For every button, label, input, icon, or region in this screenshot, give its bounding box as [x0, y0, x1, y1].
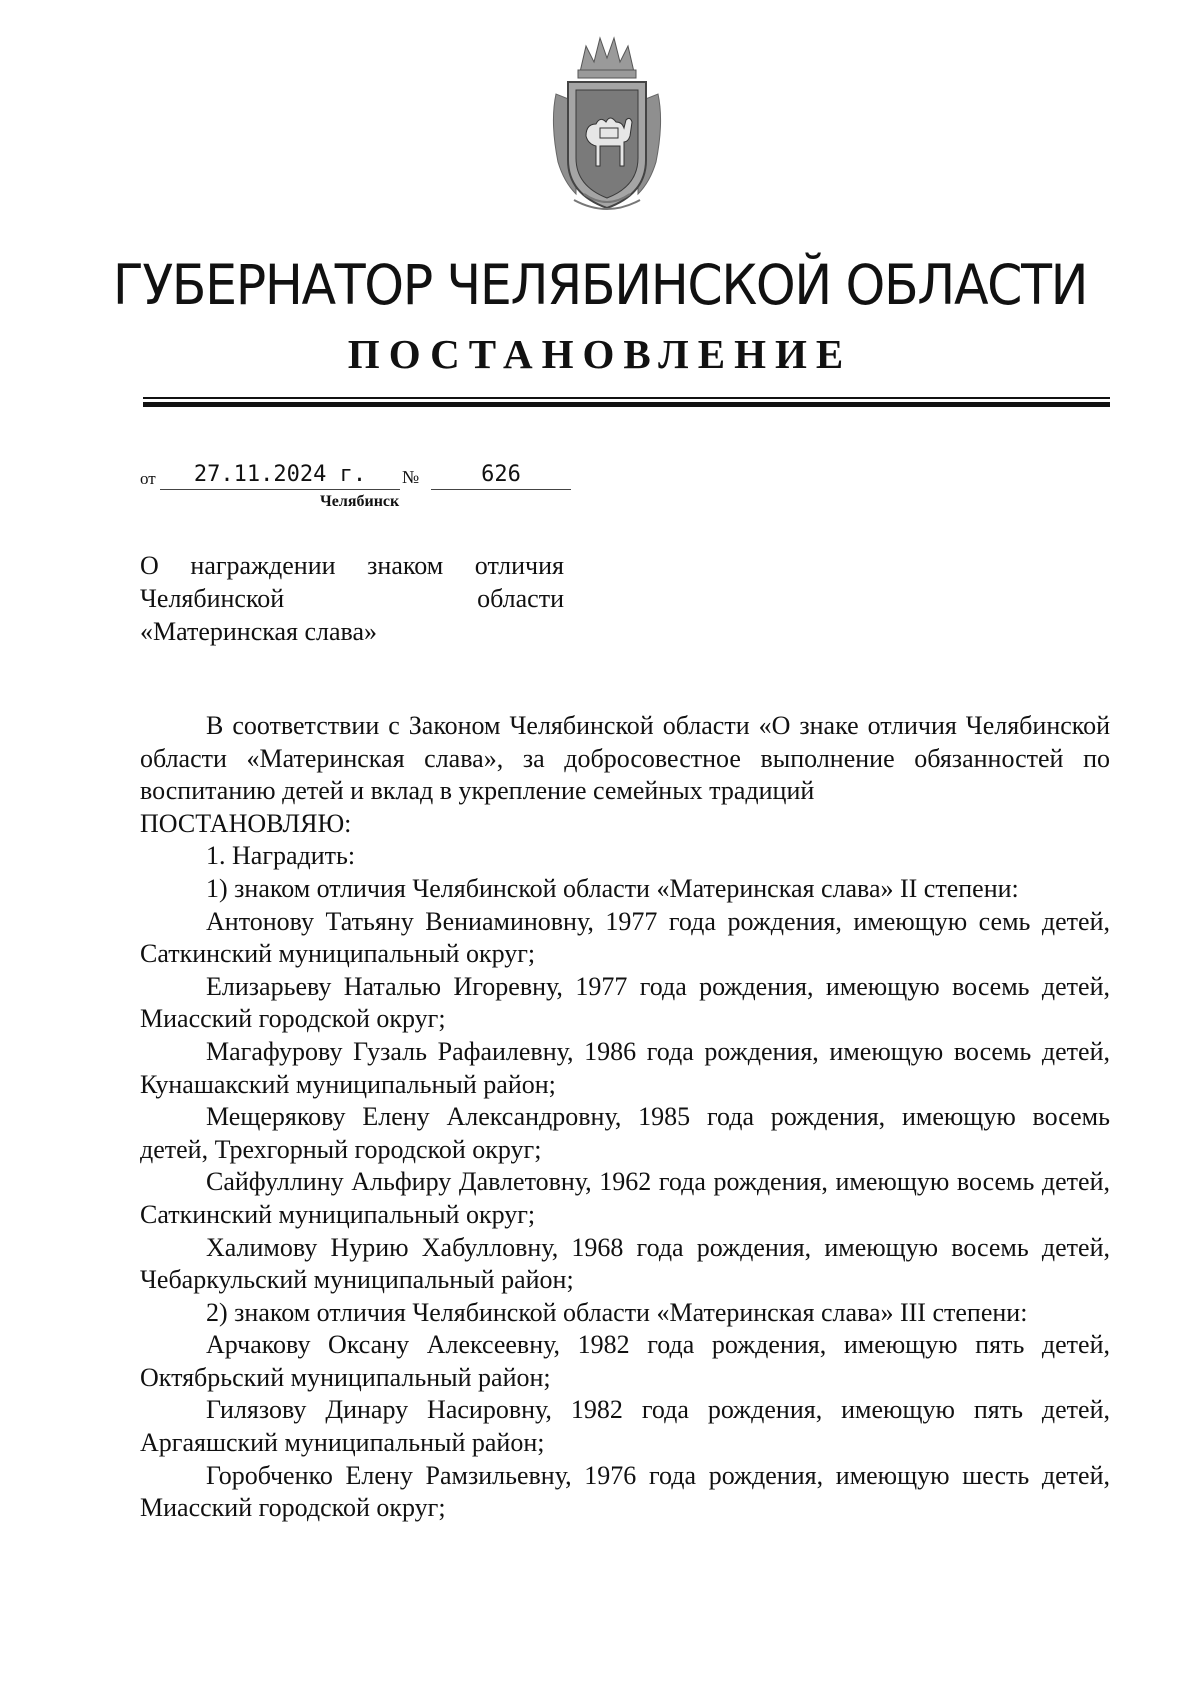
- awardee-paragraph: Магафурову Гузаль Рафаилевну, 1986 года рождения, имеющую восемь детей, Кунашакский муниципальный район;: [140, 1036, 1110, 1099]
- document-body: [140, 710, 1110, 1525]
- document-date: 27.11.2024 г.: [160, 461, 400, 490]
- awardee-paragraph: Арчакову Оксану Алексеевну, 1982 года рождения, имеющую пять детей, Октябрьский муниципальный район;: [140, 1330, 1110, 1392]
- number-label: №: [402, 467, 420, 487]
- subject-line-2: Челябинской области: [140, 584, 564, 613]
- item-1: 1. Наградить:: [206, 841, 356, 871]
- awardee-paragraph: Антонову Татьяну Вениаминовну, 1977 года рождения, имеющую семь детей, Саткинский муниципальный округ;: [140, 906, 1110, 969]
- document-number: 626: [431, 461, 571, 490]
- awardee-paragraph: Горобченко Елену Рамзильевну, 1976 года рождения, имеющую шесть детей, Миасский городской округ;: [140, 1460, 1110, 1523]
- subitem-2: 2) знаком отличия Челябинской области «Материнская слава» III степени:: [206, 1297, 1028, 1327]
- coat-of-arms-icon: [546, 32, 668, 218]
- document-type: ПОСТАНОВЛЕНИЕ: [347, 331, 853, 377]
- awardee-paragraph: Гилязову Динару Насировну, 1982 года рождения, имеющую пять детей, Аргаяшский муниципальный район;: [140, 1395, 1110, 1458]
- decree-word: ПОСТАНОВЛЯЮ:: [140, 808, 352, 838]
- awardee-paragraph: Елизарьеву Наталью Игоревну, 1977 года рождения, имеющую восемь детей, Миасский городской округ;: [140, 971, 1110, 1034]
- issuing-authority: ГУБЕРНАТОР ЧЕЛЯБИНСКОЙ ОБЛАСТИ: [112, 253, 1088, 317]
- awardee-paragraph: Сайфуллину Альфиру Давлетовну, 1962 года рождения, имеющую восемь детей, Саткинский муниципальный округ;: [140, 1167, 1110, 1229]
- subject-line-3: «Материнская слава»: [140, 617, 378, 646]
- issue-city: Челябинск: [320, 493, 400, 510]
- preamble-paragraph: В соответствии с Законом Челябинской области «О знаке отличия Челябинской области «Материнская слава», за добросовестное выполнение обязанностей по воспитанию детей и вклад в укрепление семейных традиций: [140, 711, 1110, 806]
- header-divider-thin: [143, 397, 1110, 399]
- awardee-paragraph: Халимову Нурию Хабулловну, 1968 года рождения, имеющую восемь детей, Чебаркульский муниципальный район;: [140, 1232, 1110, 1295]
- subject-line-1: О награждении знаком отличия: [140, 551, 564, 580]
- subitem-1: 1) знаком отличия Челябинской области «Материнская слава» II степени:: [206, 873, 1019, 903]
- header-divider-thick: [143, 402, 1110, 407]
- document-subject: [140, 549, 564, 648]
- date-from-label: от: [140, 469, 156, 488]
- awardee-paragraph: Мещерякову Елену Александровну, 1985 года рождения, имеющую восемь детей, Трехгорный городской округ;: [140, 1102, 1110, 1164]
